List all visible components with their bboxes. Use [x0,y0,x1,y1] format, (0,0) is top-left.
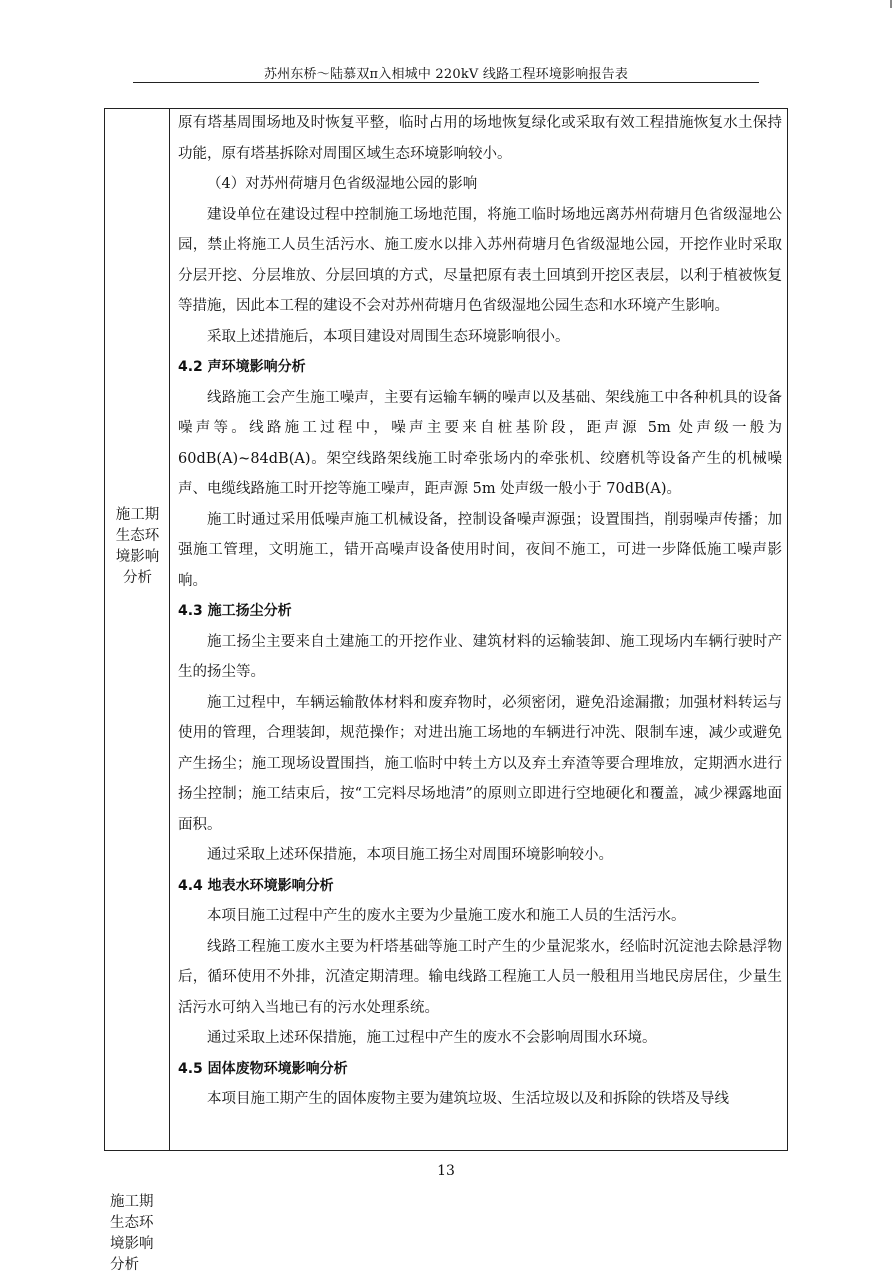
paragraph: 本项目施工期产生的固体废物主要为建筑垃圾、生活垃圾以及和拆除的铁塔及导线 [207,1091,729,1107]
row-label-line: 分析 [123,570,152,586]
paragraph: 施工扬尘主要来自土建施工的开挖作业、建筑材料的运输装卸、施工现场内车辆行驶时产生的扬尘等。 [178,633,782,680]
overflow-label-line: 分析 [110,1257,139,1273]
paragraph: 线路施工会产生施工噪声，主要有运输车辆的噪声以及基础、架线施工中各种机具的设备噪声等。线路施工过程中，噪声主要来自桩基阶段，距声源 5m 处声级一般为 60dB(A)~84dB(A)。架空线路架线施工时牵张场内的牵张机、绞磨机等设备产生的机械噪声、电缆线路施工时开挖等施工噪声，距声源 5m 处声级一般小于 70dB(A)。 [178,389,782,497]
paragraph: 通过采取上述环保措施，施工过程中产生的废水不会影响周围水环境。 [207,1030,657,1046]
section-heading-4-4: 4.4 地表水环境影响分析 [178,877,334,894]
paragraph: 线路工程施工废水主要为杆塔基础等施工时产生的少量泥浆水，经临时沉淀池去除悬浮物后，循环使用不外排，沉渣定期清理。输电线路工程施工人员一般租用当地民房居住，少量生活污水可纳入当地已有的污水处理系统。 [178,938,782,1016]
paragraph: 原有塔基周围场地及时恢复平整，临时占用的场地恢复绿化或采取有效工程措施恢复水土保持功能，原有塔基拆除对周围区域生态环境影响较小。 [178,115,782,162]
paragraph: 采取上述措施后，本项目建设对周围生态环境影响很小。 [207,328,570,345]
section-heading-4-2: 4.2 声环境影响分析 [178,359,306,375]
section-heading-4-3: 4.3 施工扬尘分析 [178,603,292,619]
section-heading-4-5: 4.5 固体废物环境影响分析 [178,1060,348,1077]
row-label-line: 境影响 [115,549,160,565]
paragraph: 施工时通过采用低噪声施工机械设备，控制设备噪声源强；设置围挡，削弱噪声传播；加强施工管理，文明施工，错开高噪声设备使用时间，夜间不施工，可进一步降低施工噪声影响。 [178,511,782,589]
row-label-line: 施工期 [115,507,160,523]
paragraph: 本项目施工过程中产生的废水主要为少量施工废水和施工人员的生活污水。 [207,908,686,924]
paragraph: 施工过程中，车辆运输散体材料和废弃物时，必须密闭，避免沿途漏撒；加强材料转运与使用的管理，合理装卸，规范操作；对进出施工场地的车辆进行冲洗、限制车速，减少或避免产生扬尘；施工现场设置围挡，施工临时中转土方以及弃土弃渣等要合理堆放，定期洒水进行扬尘控制；施工结束后，按“工完料尽场地清”的原则立即进行空地硬化和覆盖，减少裸露地面面积。 [178,694,782,833]
header-rule [133,82,759,83]
overflow-row-label [110,1192,166,1273]
table-content-cell [178,108,782,1115]
paragraph: 建设单位在建设过程中控制施工场地范围，将施工临时场地远离苏州荷塘月色省级湿地公园，禁止将施工人员生活污水、施工废水以排入苏州荷塘月色省级湿地公园，开挖作业时采取分层开挖、分层堆放、分层回填的方式，尽量把原有表土回填到开挖区表层，以利于植被恢复等措施，因此本工程的建设不会对苏州荷塘月色省级湿地公园生态和水环境产生影响。 [178,206,782,314]
overflow-label-line: 生态环 [110,1215,154,1231]
table-row-label [106,505,169,589]
row-label-line: 生态环 [115,528,160,544]
document-header-title: 苏州东桥～陆慕双π入相城中 220kV 线路工程环境影响报告表 [263,67,629,82]
paragraph: 通过采取上述环保措施，本项目施工扬尘对周围环境影响较小。 [207,847,613,863]
page-number: 13 [437,1163,455,1179]
overflow-label-line: 施工期 [110,1194,154,1210]
table-column-divider [169,108,170,1151]
overflow-label-line: 境影响 [110,1236,154,1252]
subsection-heading: （4）对苏州荷塘月色省级湿地公园的影响 [207,176,478,192]
